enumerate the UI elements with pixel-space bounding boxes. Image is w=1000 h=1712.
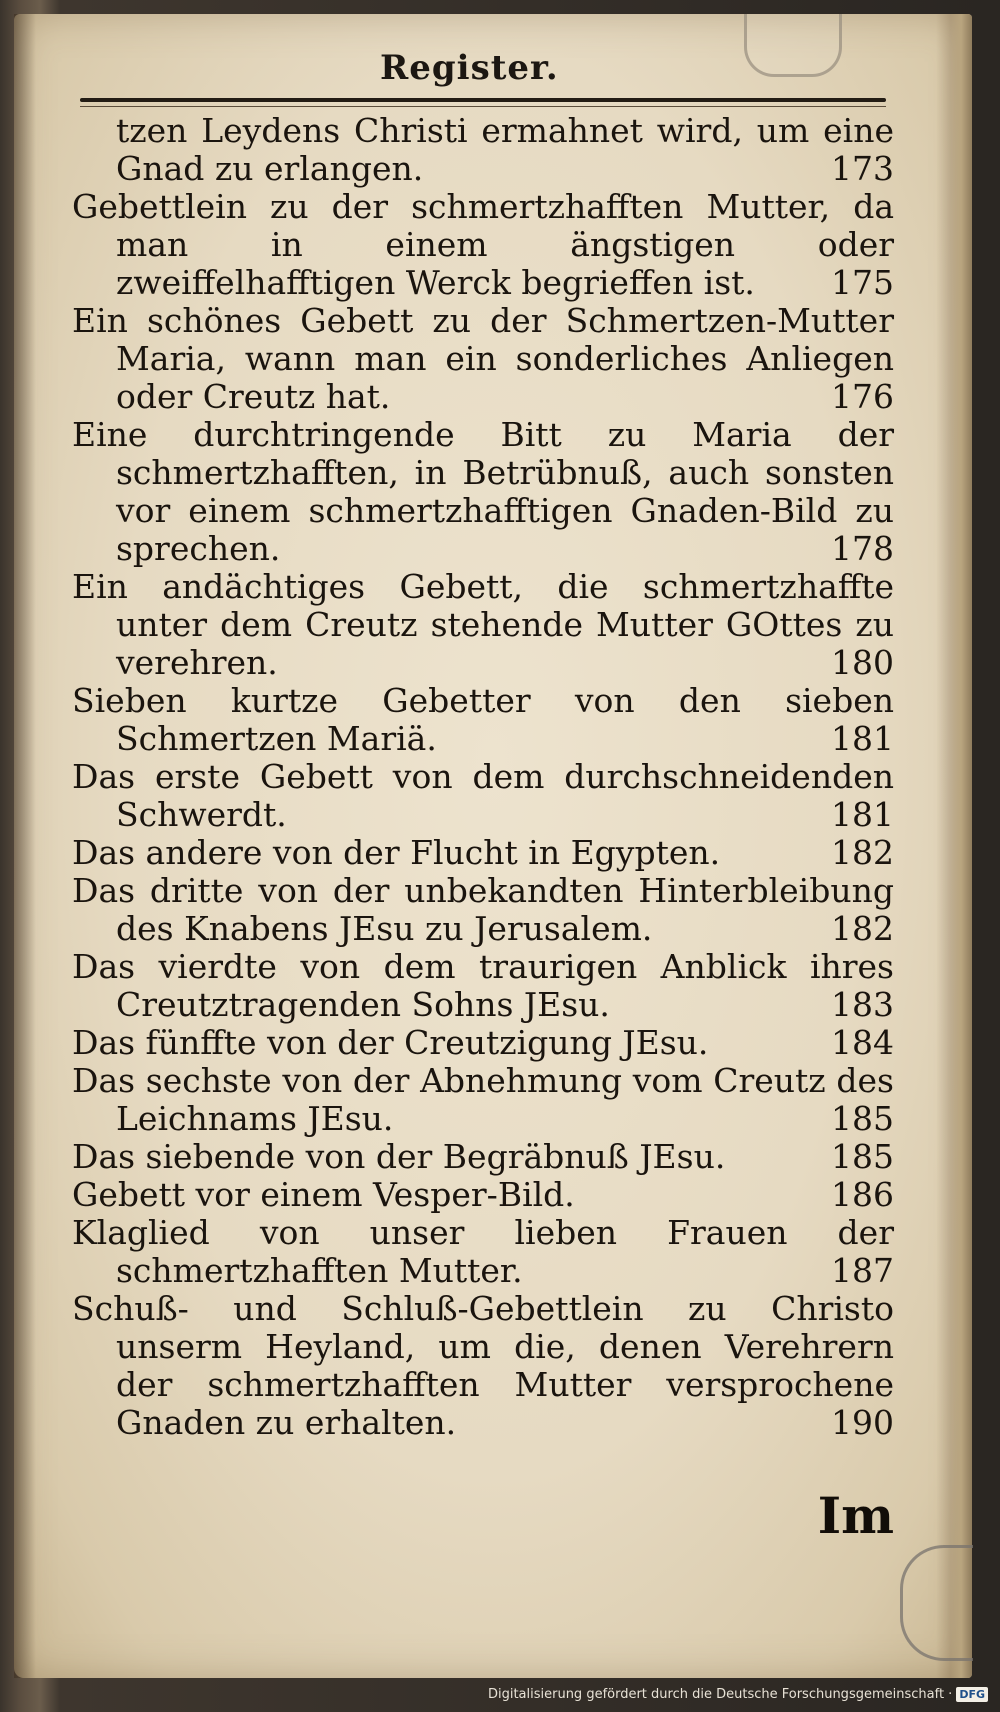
register-entry — [72, 1024, 894, 1062]
register-entry — [72, 112, 894, 188]
gutter-shadow — [14, 14, 36, 1678]
header-rule — [80, 98, 886, 102]
entry-page-number: 173 — [831, 149, 894, 188]
dfg-logo-icon: DFG — [956, 1687, 988, 1702]
entry-title: Das dritte von der unbekandten Hinterbleibung des Knabens JEsu zu Jerusalem. — [72, 871, 894, 948]
entry-page-number: 181 — [831, 719, 894, 758]
entry-page-number: 183 — [831, 985, 894, 1024]
register-entry — [72, 872, 894, 948]
register-entry — [72, 1062, 894, 1138]
register-entry — [72, 682, 894, 758]
register-entry — [72, 834, 894, 872]
entry-title: Das fünffte von der Creutzigung JEsu. — [72, 1023, 709, 1062]
entry-title: Eine durchtringende Bitt zu Maria der schmertzhafften, in Betrübnuß, auch sonsten vor einem schmertzhafftigen Gnaden-Bild zu sprechen. — [72, 415, 894, 568]
entry-title: Das siebende von der Begräbnuß JEsu. — [72, 1137, 726, 1176]
header-rule-thin — [80, 106, 886, 107]
entry-page-number: 181 — [831, 795, 894, 834]
entry-title: Gebettlein zu der schmertzhafften Mutter, da man in einem ängstigen oder zweiffelhafftigen Werck begrieffen ist. — [72, 187, 894, 302]
digitization-footer — [488, 1687, 988, 1702]
entry-title: Das erste Gebett von dem durchschneidenden Schwerdt. — [72, 757, 894, 834]
entry-page-number: 187 — [831, 1251, 894, 1290]
entry-title: Schuß- und Schluß-Gebettlein zu Christo unserm Heyland, um die, denen Verehrern der schmertzhafften Mutter versprochene Gnaden zu erhalten. — [72, 1289, 894, 1442]
entry-page-number: 184 — [831, 1023, 894, 1062]
register-entry — [72, 1176, 894, 1214]
entry-page-number: 182 — [831, 833, 894, 872]
entry-page-number: 175 — [831, 263, 894, 302]
register-entry — [72, 758, 894, 834]
entry-page-number: 186 — [831, 1175, 894, 1214]
entry-page-number: 176 — [831, 377, 894, 416]
register-entry — [72, 1214, 894, 1290]
entry-page-number: 185 — [831, 1137, 894, 1176]
catchword: Im — [817, 1486, 894, 1545]
entry-title: Ein andächtiges Gebett, die schmertzhaffte unter dem Creutz stehende Mutter GOttes zu verehren. — [72, 567, 894, 682]
entry-title: Das sechste von der Abnehmung vom Creutz des Leichnams JEsu. — [72, 1061, 894, 1138]
register-entry — [72, 1290, 894, 1442]
entry-page-number: 182 — [831, 909, 894, 948]
entry-title: Klaglied von unser lieben Frauen der schmertzhafften Mutter. — [72, 1213, 894, 1290]
register-entry — [72, 568, 894, 682]
entry-page-number: 180 — [831, 643, 894, 682]
entry-page-number: 185 — [831, 1099, 894, 1138]
register-entry — [72, 416, 894, 568]
running-header: Register. — [380, 48, 559, 88]
entry-page-number: 190 — [831, 1403, 894, 1442]
entry-title: Ein schönes Gebett zu der Schmertzen-Mutter Maria, wann man ein sonderliches Anliegen oder Creutz hat. — [72, 301, 894, 416]
entry-title: Das vierdte von dem traurigen Anblick ihres Creutztragenden Sohns JEsu. — [72, 947, 894, 1024]
entry-page-number: 178 — [831, 529, 894, 568]
register-entries — [72, 112, 894, 1442]
entry-title: Das andere von der Flucht in Egypten. — [72, 833, 721, 872]
page-clip-top — [744, 14, 842, 77]
register-entry — [72, 188, 894, 302]
register-entry — [72, 1138, 894, 1176]
register-entry — [72, 302, 894, 416]
entry-title: Gebett vor einem Vesper-Bild. — [72, 1175, 575, 1214]
entry-title: Sieben kurtze Gebetter von den sieben Schmertzen Mariä. — [72, 681, 894, 758]
page-edge — [936, 14, 972, 1678]
page-clip-bottom — [900, 1545, 973, 1661]
register-entry — [72, 948, 894, 1024]
entry-title: tzen Leydens Christi ermahnet wird, um eine Gnad zu erlangen. — [116, 111, 894, 188]
footer-credit: Digitalisierung gefördert durch die Deutsche Forschungsgemeinschaft · — [487, 1687, 953, 1702]
